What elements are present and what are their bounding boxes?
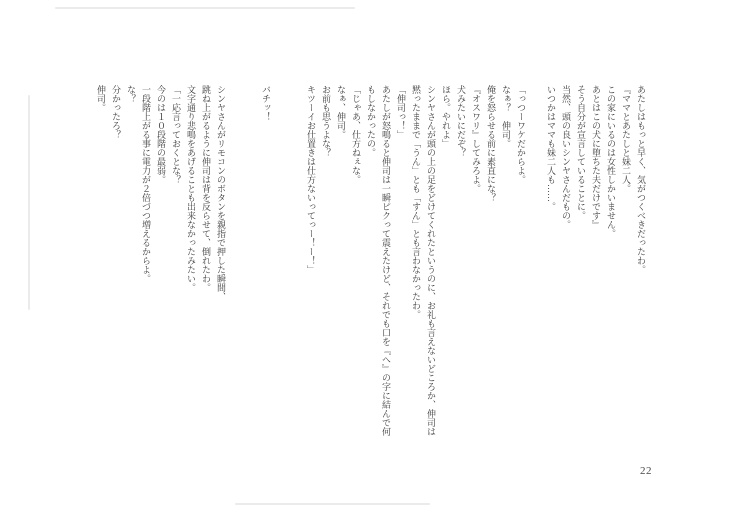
blank-column: [228, 85, 243, 453]
text-column: あとはこの犬に堕ちた夫だけです』: [591, 85, 601, 229]
blank-column: [288, 85, 303, 453]
text-column: 分かったろ？: [111, 85, 121, 139]
scan-artifact-left-edge: [28, 95, 30, 310]
text-column: 『オスワリ』してみろよ。: [471, 85, 481, 193]
text-column: シンヤさんがリモコンのボタンを親指で押した瞬間、: [216, 85, 226, 301]
text-column: キツーイお仕置きは仕方ないってっー！ー！」: [306, 85, 316, 274]
page-number: 22: [640, 465, 652, 477]
text-column: お前も思うよな？: [321, 85, 331, 157]
scan-artifact-top-edge: [55, 7, 355, 9]
text-column: な？: [126, 85, 136, 103]
text-column: もしなかったの。: [366, 85, 376, 157]
vertical-text-block: [93, 85, 648, 453]
text-column: 犬みたいにだぞ？: [456, 85, 466, 157]
text-column: 『ママとあたしと妹二人。: [621, 85, 631, 193]
text-column: そう自分が宣言していることに。: [576, 85, 586, 220]
text-column: 「一応言っておくとな？: [171, 85, 181, 184]
text-column: バチッ！: [261, 85, 271, 121]
text-column: あたしはもっと早く、気がつくべきだったわ。: [636, 85, 646, 274]
text-column: なぁ、伸司。: [336, 85, 346, 139]
text-column: 伸司。: [96, 85, 106, 112]
text-column: いつかはママも妹二人も……。: [546, 85, 556, 211]
text-column: この家にいるのは女性しかいません。: [606, 85, 616, 238]
text-column: 跳ね上がるように伸司は背を反らせて、倒れたわ。: [201, 85, 211, 292]
text-column: 今のは１０段階の最弱。: [156, 85, 166, 184]
text-column: 黙ったままで「うん」とも「すん」とも言わなかったわ。: [411, 85, 421, 319]
blank-column: [243, 85, 258, 453]
text-column: 俺を怒らせる前に素直にな？: [486, 85, 496, 202]
text-column: 文字通り悲鳴をあげることも出来なかったみたい。: [186, 85, 196, 292]
scan-artifact-bottom-edge: [235, 503, 430, 505]
text-column: あたしが怒鳴ると伸司は一瞬ピクって震えたけど、それでも口を『へ』の字に結んで何: [381, 85, 391, 436]
text-column: 当然、頭の良いシンヤさんだもの。: [561, 85, 571, 229]
text-column: 一段階上がる事に電力が２倍づつ増えるからよ。: [141, 85, 151, 283]
text-column: 「じゃあ、仕方ねぇな。: [351, 85, 361, 184]
blank-column: [528, 85, 543, 453]
blank-column: [273, 85, 288, 453]
text-column: シンヤさんが頭の上の足をどけてくれたというのに、お礼も言えないどころか、伸司は: [426, 85, 436, 436]
text-column: 「っつーワケだからよ。: [516, 85, 526, 184]
text-column: ほら。やれよ」: [441, 85, 451, 148]
text-column: なぁ？ 伸司。: [501, 85, 511, 148]
text-column: 「伸司っ！」: [396, 85, 406, 139]
